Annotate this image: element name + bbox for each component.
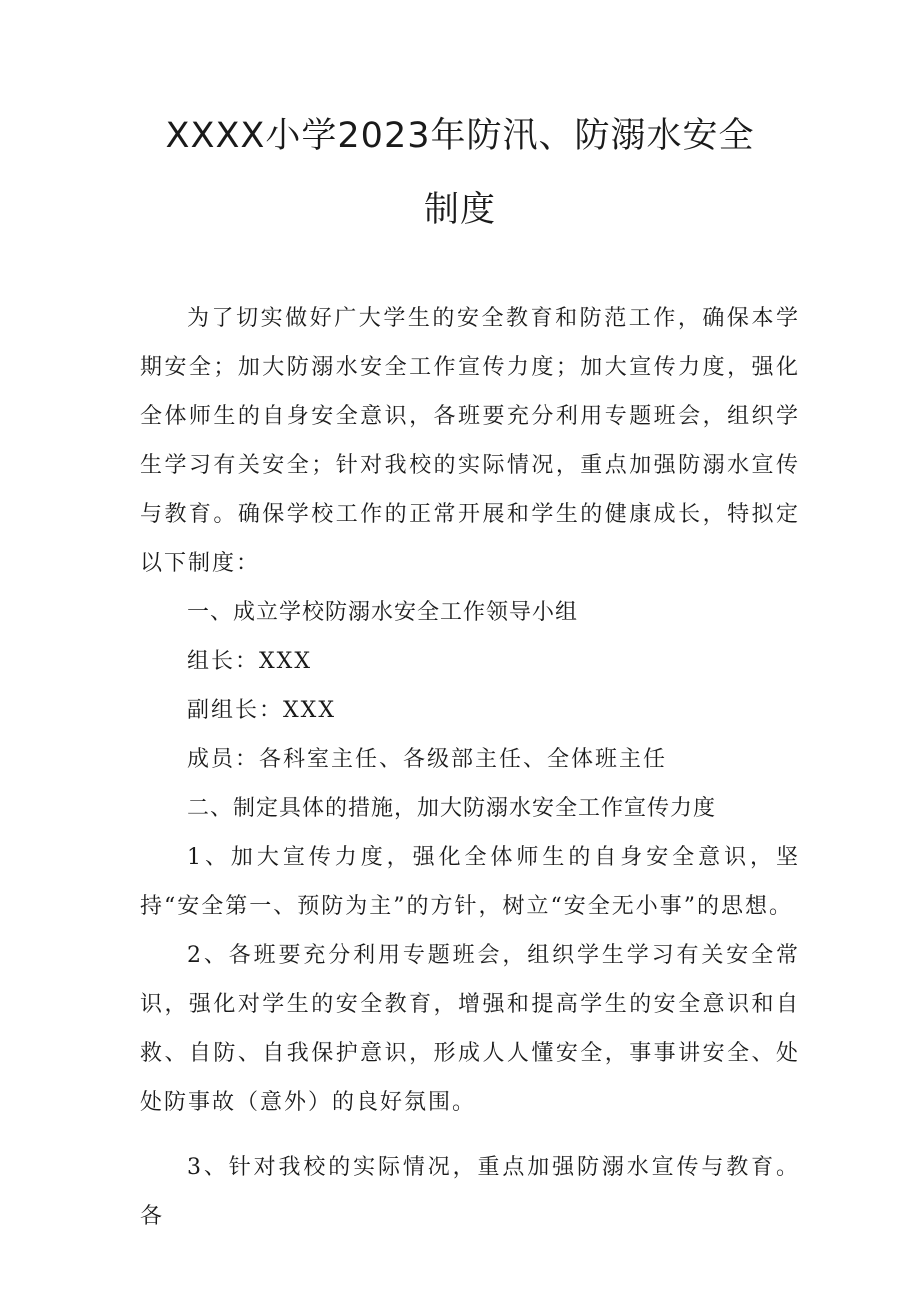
- paragraph-gap: [140, 1127, 800, 1143]
- section-2-heading: 二、制定具体的措施，加大防溺水安全工作宣传力度: [187, 796, 717, 821]
- document-body: [140, 294, 800, 1241]
- deputy-leader-line: 副组长：XXX: [187, 698, 336, 723]
- item-2-paragraph: 2、各班要充分利用专题班会，组织学生学习有关安全常识，强化对学生的安全教育，增强和提高学生的安全意识和自救、自防、自我保护意识，形成人人懂安全，事事讲安全、处处防事故（意外）的良好氛围。: [140, 943, 800, 1115]
- members-line: 成员：各科室主任、各级部主任、全体班主任: [187, 747, 668, 772]
- document-title-line-1: XXXX小学2023年防汛、防溺水安全: [165, 116, 755, 156]
- document-title-line-2: 制度: [423, 190, 496, 230]
- intro-paragraph: 为了切实做好广大学生的安全教育和防范工作，确保本学期安全；加大防溺水安全工作宣传力度；加大宣传力度，强化全体师生的自身安全意识，各班要充分利用专题班会，组织学生学习有关安全；针对我校的实际情况，重点加强防溺水宣传与教育。确保学校工作的正常开展和学生的健康成长，特拟定以下制度：: [140, 306, 800, 576]
- section-1-heading: 一、成立学校防溺水安全工作领导小组: [187, 600, 579, 625]
- leader-line: 组长：XXX: [187, 649, 312, 674]
- item-1-paragraph: 1、加大宣传力度，强化全体师生的自身安全意识，坚持“安全第一、预防为主”的方针，树立“安全无小事”的思想。: [140, 845, 800, 919]
- item-3-paragraph: 3、针对我校的实际情况，重点加强防溺水宣传与教育。各: [140, 1155, 800, 1229]
